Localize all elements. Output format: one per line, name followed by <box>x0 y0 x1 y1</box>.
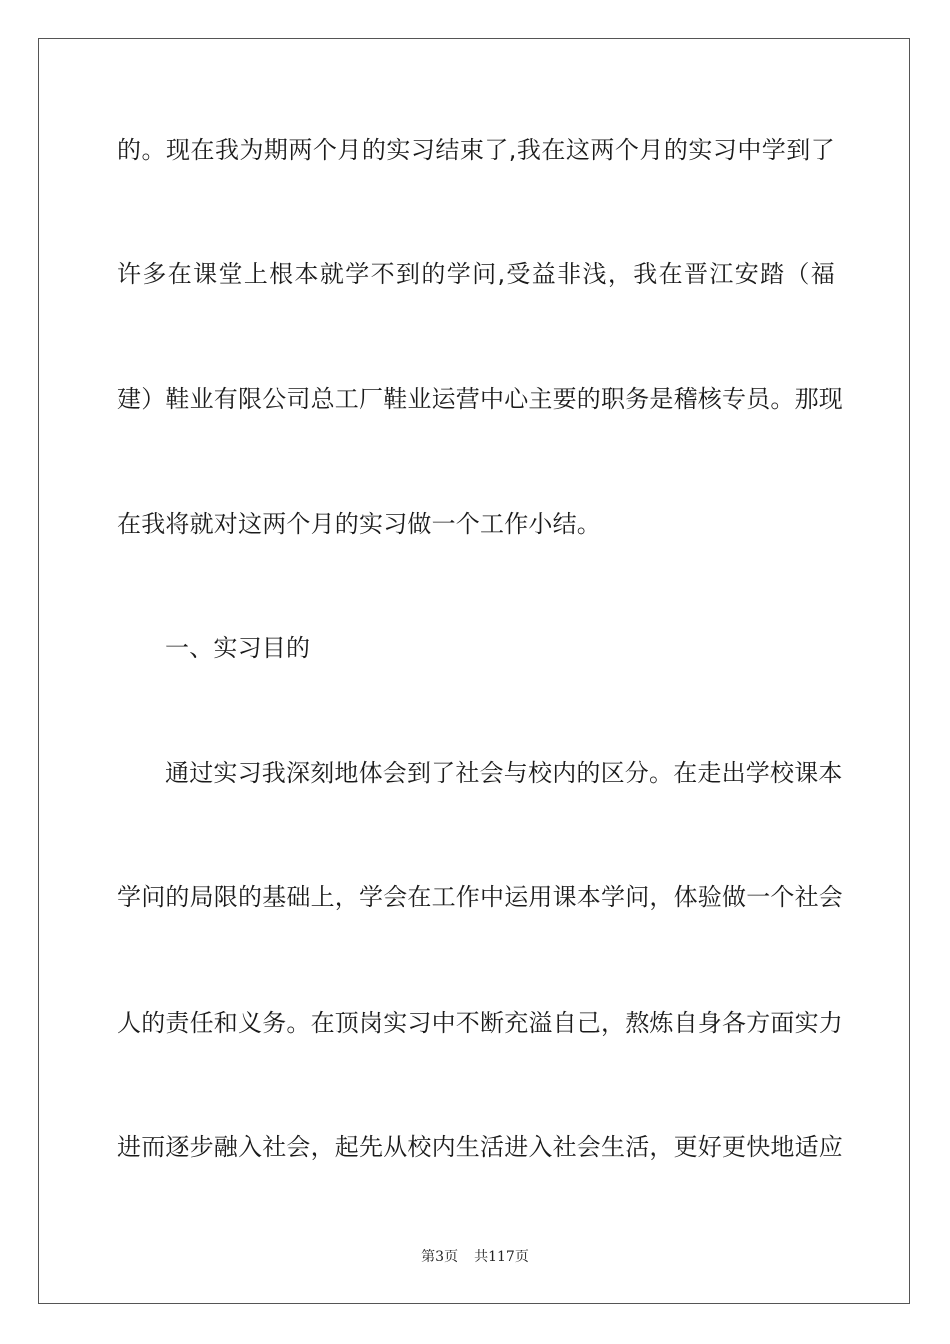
section-heading: 一、实习目的 <box>165 634 311 662</box>
body-text-line: 建）鞋业有限公司总工厂鞋业运营中心主要的职务是稽核专员。那现 <box>117 385 843 413</box>
body-text-line: 学问的局限的基础上，学会在工作中运用课本学问，体验做一个社会 <box>117 883 843 911</box>
body-text-line: 人的责任和义务。在顶岗实习中不断充溢自己，熬炼自身各方面实力 <box>117 1009 843 1037</box>
body-text-line: 的。现在我为期两个月的实习结束了,我在这两个月的实习中学到了 <box>117 136 835 164</box>
page-footer <box>0 1248 950 1266</box>
body-text-line: 进而逐步融入社会，起先从校内生活进入社会生活，更好更快地适应 <box>117 1133 843 1161</box>
body-text-line: 在我将就对这两个月的实习做一个工作小结。 <box>117 510 601 538</box>
page-total: 共117页 <box>474 1249 529 1265</box>
page-border <box>38 38 910 1304</box>
body-text-line: 许多在课堂上根本就学不到的学问,受益非浅，我在晋江安踏（福 <box>117 260 835 288</box>
page-number: 第3页 <box>421 1249 459 1265</box>
body-text-line: 通过实习我深刻地体会到了社会与校内的区分。在走出学校课本 <box>165 759 843 787</box>
